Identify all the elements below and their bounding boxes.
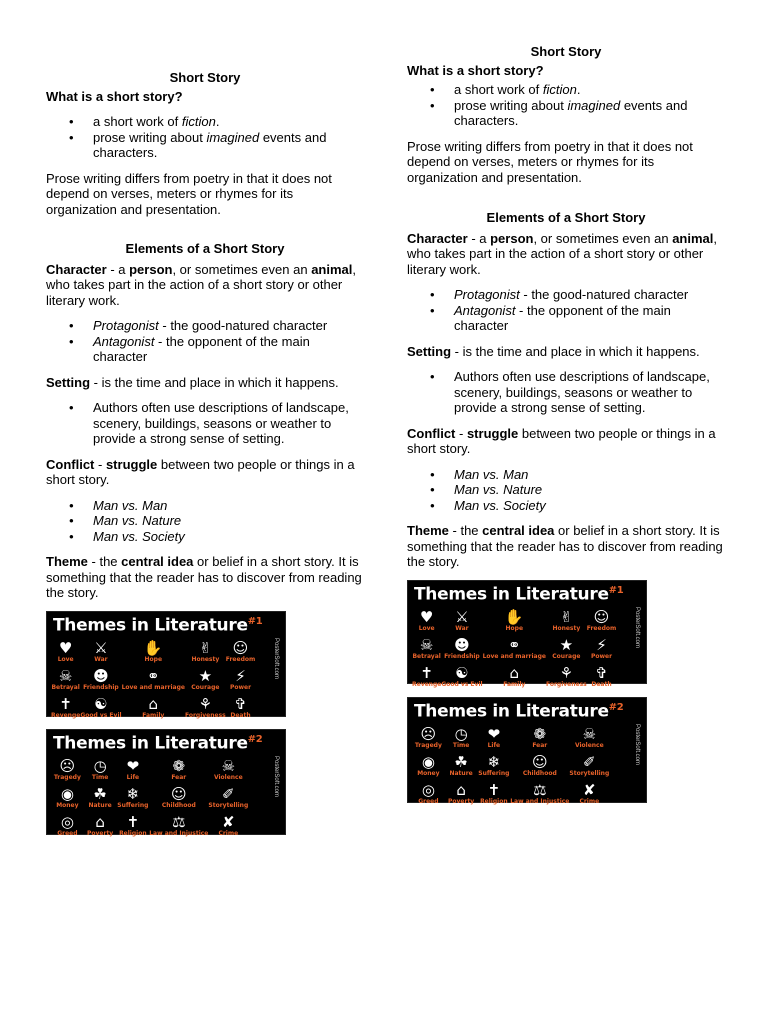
poster-icon-cell bbox=[412, 721, 445, 749]
poster-icon-label: Love and marriage bbox=[482, 653, 546, 661]
forgiveness-icon: ⚘ bbox=[198, 695, 213, 714]
forgiveness-icon: ⚘ bbox=[559, 664, 574, 683]
poster-icon-cell bbox=[185, 691, 226, 719]
poster-icon-cell bbox=[616, 660, 642, 688]
poster-icon-cell bbox=[226, 691, 255, 719]
power-icon: ⚡ bbox=[235, 667, 246, 686]
law-and-injustice-icon: ⚖ bbox=[533, 781, 547, 800]
poster-icon-cell bbox=[510, 749, 569, 777]
poster-icon-label: Childhood bbox=[522, 770, 557, 778]
poster-icon-cell bbox=[149, 781, 208, 809]
themes-poster-2 bbox=[407, 697, 647, 806]
poster-credit: PosterSoft.com bbox=[273, 755, 279, 797]
themes-poster-2 bbox=[46, 729, 286, 838]
poster-icon-cell bbox=[546, 604, 587, 632]
religion-icon: ✝ bbox=[126, 813, 140, 832]
poster-icon-cell bbox=[208, 753, 248, 781]
list-item: • Man vs. Nature bbox=[407, 482, 725, 498]
poster-icon-cell bbox=[441, 632, 482, 660]
poster-icon-label: Suffering bbox=[478, 770, 510, 778]
time-icon: ◷ bbox=[454, 725, 468, 744]
poster-icon-cell bbox=[149, 753, 208, 781]
poster-icon-label: Law and Injustice bbox=[510, 798, 570, 806]
poster-icon-cell bbox=[226, 663, 255, 691]
life-icon: ❤ bbox=[487, 725, 501, 744]
poster-icon-cell bbox=[51, 781, 84, 809]
poster-icon-label: Time bbox=[91, 774, 109, 782]
courage-icon: ★ bbox=[559, 636, 574, 655]
list-item: • Authors often use descriptions of landscape, scenery, buildings, seasons or weather to provide a strong sense of setting. bbox=[407, 369, 725, 416]
poster-icon-cell bbox=[122, 663, 185, 691]
poster-icon-cell bbox=[477, 721, 510, 749]
poster-icon-cell bbox=[587, 632, 616, 660]
prose-paragraph: Prose writing differs from poetry in that it does not depend on verses, meters or rhymes for its organization and presentation. bbox=[407, 138, 693, 185]
poster-icon-label: Fear bbox=[171, 774, 187, 782]
nature-icon: ☘ bbox=[93, 785, 107, 804]
power-icon: ⚡ bbox=[596, 636, 607, 655]
definition-list bbox=[46, 114, 364, 161]
poster-icon-cell bbox=[609, 777, 642, 805]
poster-icon-cell bbox=[149, 809, 208, 837]
poster-icon-label: Poverty bbox=[86, 830, 114, 838]
poster-icon-label: Violence bbox=[213, 774, 243, 782]
list-item: • Man vs. Society bbox=[46, 529, 364, 545]
crime-icon: ✘ bbox=[583, 781, 596, 800]
poster-icon-cell bbox=[483, 660, 546, 688]
poster-icon-cell bbox=[412, 604, 441, 632]
poster-icon-cell bbox=[80, 691, 121, 719]
poster-icon-cell bbox=[80, 663, 121, 691]
poster-icon-cell bbox=[122, 635, 185, 663]
section-title: Elements of a Short Story bbox=[125, 241, 285, 256]
love-and-marriage-icon: ⚭ bbox=[507, 636, 521, 655]
poster-icon-cell bbox=[248, 809, 281, 837]
question-heading: What is a short story? bbox=[46, 88, 183, 104]
poster-icon-label: Crime bbox=[579, 798, 600, 806]
list-item: • a short work of fiction. bbox=[407, 82, 725, 98]
poster-icon-label: Greed bbox=[57, 830, 78, 838]
list-item: • prose writing about imagined events and characters. bbox=[407, 98, 725, 129]
love-icon: ♥ bbox=[419, 608, 434, 627]
poster-icon-label: Greed bbox=[418, 798, 439, 806]
poster-icon-cell bbox=[546, 632, 587, 660]
poster-icon-label: Money bbox=[56, 802, 79, 810]
violence-icon: ☠ bbox=[582, 725, 597, 744]
setting-paragraph: Setting - is the time and place in which it happens. bbox=[46, 374, 339, 390]
poster-icon-label: Courage bbox=[191, 684, 220, 692]
poster-icon-cell bbox=[80, 635, 121, 663]
list-item: • a short work of fiction. bbox=[46, 114, 364, 130]
poster-icon-grid bbox=[47, 635, 285, 719]
page-title: Short Story bbox=[530, 44, 602, 59]
poster-icon-label: Fear bbox=[532, 742, 548, 750]
conflict-paragraph: Conflict - struggle between two people or things in a short story. bbox=[407, 425, 716, 456]
family-icon: ⌂ bbox=[509, 664, 520, 683]
poster-icon-cell bbox=[226, 635, 255, 663]
poster-icon-label: Death bbox=[230, 712, 251, 720]
character-paragraph: Character - a person, or sometimes even an animal, who takes part in the action of a short story or other literary work. bbox=[46, 261, 356, 308]
poster-icon-label: Death bbox=[591, 681, 612, 689]
poster-icon-cell bbox=[412, 749, 445, 777]
question-heading: What is a short story? bbox=[407, 62, 544, 78]
list-item: • Man vs. Society bbox=[407, 498, 725, 514]
poster-icon-label: Forgiveness bbox=[184, 712, 226, 720]
poster-credit: PosterSoft.com bbox=[634, 606, 640, 648]
poster-icon-label: Courage bbox=[552, 653, 581, 661]
tragedy-icon: ☹ bbox=[59, 757, 76, 776]
poster-icon-label: Suffering bbox=[117, 802, 149, 810]
poster-icon-cell bbox=[51, 753, 84, 781]
poster-icon-cell bbox=[51, 635, 80, 663]
poster-icon-label: Storytelling bbox=[208, 802, 249, 810]
crime-icon: ✘ bbox=[222, 813, 235, 832]
money-icon: ◉ bbox=[60, 785, 74, 804]
poverty-icon: ⌂ bbox=[95, 813, 105, 832]
betrayal-icon: ☠ bbox=[419, 636, 434, 655]
poster-icon-label: Tragedy bbox=[414, 742, 442, 750]
poster-icon-label: Violence bbox=[574, 742, 604, 750]
themes-poster-1 bbox=[46, 611, 286, 720]
list-item: • Antagonist - the opponent of the main character bbox=[407, 303, 725, 334]
suffering-icon: ❄ bbox=[126, 785, 140, 804]
poster-icon-cell bbox=[477, 777, 510, 805]
poster-heading: Themes in Literature$^{\#2}$ bbox=[53, 733, 263, 754]
poster-icon-label: Tragedy bbox=[53, 774, 81, 782]
poster-icon-cell bbox=[84, 753, 117, 781]
poster-icon-cell bbox=[569, 777, 609, 805]
poster-heading: Themes in Literature$^{\#1}$ bbox=[414, 584, 624, 605]
time-icon: ◷ bbox=[93, 757, 107, 776]
love-and-marriage-icon: ⚭ bbox=[146, 667, 160, 686]
suffering-icon: ❄ bbox=[487, 753, 501, 772]
page-title: Short Story bbox=[169, 70, 241, 85]
poster-icon-cell bbox=[84, 781, 117, 809]
theme-paragraph: Theme - the central idea or belief in a short story. It is something that the reader has to discover from reading the story. bbox=[407, 523, 723, 569]
poster-icon-cell bbox=[569, 749, 609, 777]
poster-icon-label: Nature bbox=[88, 802, 112, 810]
poster-icon-grid bbox=[408, 604, 646, 688]
fear-icon: ❁ bbox=[172, 757, 186, 776]
poster-icon-label: Power bbox=[590, 653, 613, 661]
childhood-icon: ☺ bbox=[531, 753, 548, 772]
poster-icon-label: Hope bbox=[144, 656, 163, 664]
poster-icon-cell bbox=[483, 632, 546, 660]
list-item: • Man vs. Man bbox=[407, 467, 725, 483]
poster-heading: Themes in Literature$^{\#1}$ bbox=[53, 615, 263, 636]
tragedy-icon: ☹ bbox=[420, 725, 437, 744]
section-title: Elements of a Short Story bbox=[486, 210, 646, 225]
revenge-icon: ✝ bbox=[420, 664, 433, 683]
setting-list bbox=[46, 400, 364, 447]
war-icon: ⚔ bbox=[455, 608, 469, 627]
poster-icon-label: Love bbox=[57, 656, 74, 664]
poster-icon-label: Love and marriage bbox=[121, 684, 185, 692]
poster-icon-cell bbox=[51, 663, 80, 691]
fear-icon: ❁ bbox=[533, 725, 547, 744]
war-icon: ⚔ bbox=[94, 639, 108, 658]
courage-icon: ★ bbox=[198, 667, 213, 686]
poster-icon-label: Power bbox=[229, 684, 252, 692]
poster-icon-label: Love bbox=[418, 625, 435, 633]
poster-icon-label: Betrayal bbox=[412, 653, 441, 661]
list-item: • Man vs. Man bbox=[46, 498, 364, 514]
poster-icon-label: Family bbox=[503, 681, 526, 689]
poster-icon-label: Hope bbox=[505, 625, 524, 633]
poster-icon-cell bbox=[441, 660, 482, 688]
poster-icon-label: Good vs Evil bbox=[441, 681, 483, 689]
law-and-injustice-icon: ⚖ bbox=[172, 813, 186, 832]
poster-icon-label: War bbox=[94, 656, 108, 664]
poster-icon-label: War bbox=[455, 625, 469, 633]
poster-icon-cell bbox=[412, 632, 441, 660]
left-column bbox=[46, 70, 364, 838]
poster-icon-label: Honesty bbox=[552, 625, 581, 633]
list-item: • Antagonist - the opponent of the main character bbox=[46, 334, 364, 365]
poster-icon-label: Religion bbox=[119, 830, 147, 838]
conflict-paragraph: Conflict - struggle between two people or things in a short story. bbox=[46, 456, 355, 487]
poster-icon-label: Crime bbox=[218, 830, 239, 838]
poster-icon-label: Nature bbox=[449, 770, 473, 778]
poster-icon-label: Storytelling bbox=[569, 770, 610, 778]
revenge-icon: ✝ bbox=[59, 695, 72, 714]
childhood-icon: ☺ bbox=[170, 785, 187, 804]
poster-icon-label: Revenge bbox=[51, 712, 81, 720]
poster-credit: PosterSoft.com bbox=[273, 637, 279, 679]
themes-poster-1 bbox=[407, 580, 647, 689]
poster-icon-label: Poverty bbox=[447, 798, 475, 806]
poster-icon-cell bbox=[587, 660, 616, 688]
honesty-icon: ✌ bbox=[560, 608, 573, 627]
conflict-list bbox=[407, 467, 725, 514]
poster-icon-cell bbox=[445, 777, 478, 805]
poster-icon-cell bbox=[483, 604, 546, 632]
money-icon: ◉ bbox=[421, 753, 435, 772]
friendship-icon: ☻ bbox=[454, 636, 470, 655]
love-icon: ♥ bbox=[58, 639, 73, 658]
poster-icon-cell bbox=[208, 809, 248, 837]
poster-icon-cell bbox=[445, 749, 478, 777]
poster-icon-cell bbox=[51, 809, 84, 837]
right-column bbox=[407, 44, 725, 806]
poster-icon-label: Time bbox=[452, 742, 470, 750]
poster-icon-label: Good vs Evil bbox=[80, 712, 122, 720]
poster-icon-label: Religion bbox=[480, 798, 508, 806]
poster-icon-label: Family bbox=[142, 712, 165, 720]
hope-icon: ✋ bbox=[504, 608, 524, 627]
poster-icon-label: Freedom bbox=[225, 656, 256, 664]
poster-icon-label: Life bbox=[487, 742, 501, 750]
setting-paragraph: Setting - is the time and place in which it happens. bbox=[407, 343, 700, 359]
family-icon: ⌂ bbox=[148, 695, 159, 714]
freedom-icon: ☺ bbox=[232, 639, 249, 658]
poster-icon-cell bbox=[185, 635, 226, 663]
poster-icon-label: Money bbox=[417, 770, 440, 778]
greed-icon: ◎ bbox=[60, 813, 74, 832]
good-vs-evil-icon: ☯ bbox=[94, 695, 108, 714]
setting-list bbox=[407, 369, 725, 416]
poster-icon-label: Law and Injustice bbox=[149, 830, 209, 838]
list-item: • Authors often use descriptions of landscape, scenery, buildings, seasons or weather to provide a strong sense of setting. bbox=[46, 400, 364, 447]
poster-icon-label: Betrayal bbox=[51, 684, 80, 692]
prose-paragraph: Prose writing differs from poetry in that it does not depend on verses, meters or rhymes for its organization and presentation. bbox=[46, 170, 332, 217]
poster-icon-label: Childhood bbox=[161, 802, 196, 810]
poster-icon-label: Life bbox=[126, 774, 140, 782]
poster-icon-label: Friendship bbox=[83, 684, 119, 692]
honesty-icon: ✌ bbox=[199, 639, 212, 658]
betrayal-icon: ☠ bbox=[58, 667, 73, 686]
death-icon: ✞ bbox=[234, 695, 247, 714]
poster-icon-label: Revenge bbox=[412, 681, 442, 689]
poster-icon-cell bbox=[412, 660, 441, 688]
poster-icon-label: Friendship bbox=[444, 653, 480, 661]
character-list bbox=[407, 287, 725, 334]
theme-paragraph: Theme - the central idea or belief in a short story. It is something that the reader has to discover from reading the story. bbox=[46, 554, 362, 600]
character-list bbox=[46, 318, 364, 365]
character-paragraph: Character - a person, or sometimes even an animal, who takes part in the action of a short story or other literary work. bbox=[407, 230, 717, 277]
violence-icon: ☠ bbox=[221, 757, 236, 776]
friendship-icon: ☻ bbox=[93, 667, 109, 686]
poster-icon-cell bbox=[116, 781, 149, 809]
freedom-icon: ☺ bbox=[593, 608, 610, 627]
poster-icon-grid bbox=[47, 753, 285, 837]
poster-icon-cell bbox=[441, 604, 482, 632]
poster-icon-grid bbox=[408, 721, 646, 805]
good-vs-evil-icon: ☯ bbox=[455, 664, 469, 683]
poster-icon-cell bbox=[510, 777, 569, 805]
poster-icon-cell bbox=[546, 660, 587, 688]
list-item: • Protagonist - the good-natured character bbox=[46, 318, 364, 334]
religion-icon: ✝ bbox=[487, 781, 501, 800]
poster-icon-cell bbox=[412, 777, 445, 805]
nature-icon: ☘ bbox=[454, 753, 468, 772]
death-icon: ✞ bbox=[595, 664, 608, 683]
hope-icon: ✋ bbox=[143, 639, 163, 658]
poster-icon-cell bbox=[477, 749, 510, 777]
poster-icon-label: Honesty bbox=[191, 656, 220, 664]
poster-icon-label: Forgiveness bbox=[545, 681, 587, 689]
poverty-icon: ⌂ bbox=[456, 781, 466, 800]
list-item: • prose writing about imagined events and characters. bbox=[46, 130, 364, 161]
poster-icon-cell bbox=[51, 691, 80, 719]
storytelling-icon: ✐ bbox=[583, 753, 596, 772]
list-item: • Man vs. Nature bbox=[46, 513, 364, 529]
poster-icon-cell bbox=[255, 691, 281, 719]
greed-icon: ◎ bbox=[421, 781, 435, 800]
poster-icon-cell bbox=[116, 753, 149, 781]
storytelling-icon: ✐ bbox=[222, 785, 235, 804]
poster-icon-cell bbox=[569, 721, 609, 749]
poster-heading: Themes in Literature$^{\#2}$ bbox=[414, 701, 624, 722]
poster-icon-cell bbox=[445, 721, 478, 749]
poster-icon-cell bbox=[208, 781, 248, 809]
conflict-list bbox=[46, 498, 364, 545]
poster-icon-cell bbox=[116, 809, 149, 837]
definition-list bbox=[407, 82, 725, 129]
poster-credit: PosterSoft.com bbox=[634, 723, 640, 765]
list-item: • Protagonist - the good-natured character bbox=[407, 287, 725, 303]
poster-icon-label: Freedom bbox=[586, 625, 617, 633]
poster-icon-cell bbox=[185, 663, 226, 691]
poster-icon-cell bbox=[587, 604, 616, 632]
poster-icon-cell bbox=[122, 691, 185, 719]
life-icon: ❤ bbox=[126, 757, 140, 776]
poster-icon-cell bbox=[84, 809, 117, 837]
poster-icon-cell bbox=[510, 721, 569, 749]
